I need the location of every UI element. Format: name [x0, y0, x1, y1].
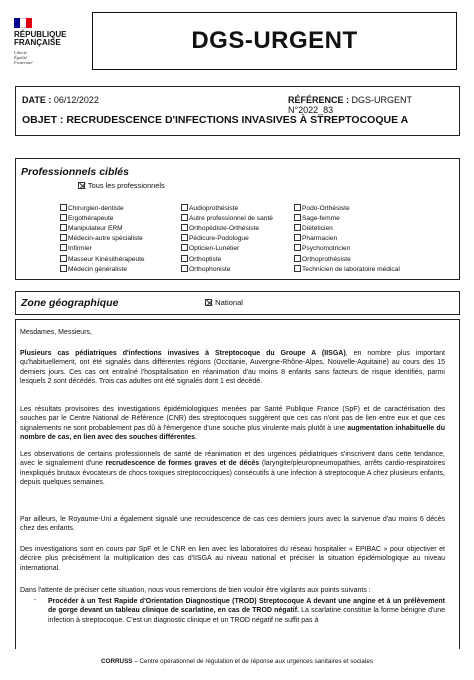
professional-option[interactable] — [294, 265, 400, 273]
tous-professionnels-option[interactable] — [78, 181, 165, 190]
professional-checkbox[interactable] — [60, 214, 67, 221]
professional-label: Infirmier — [68, 245, 92, 253]
greeting: Mesdames, Messieurs, — [20, 329, 92, 336]
footer-text: – Centre opérationnel de régulation et de réponse aux urgences sanitaires et sociales — [132, 658, 373, 665]
professional-option[interactable] — [60, 234, 143, 242]
logo-line-2: FRANÇAISE — [14, 38, 61, 47]
meta-box — [15, 86, 460, 136]
paragraph-2-text: Les résultats provisoires des investigations épidémiologiques menées par Santé Publique France (SpF) et de caractérisation des souches par le Centre National de Référence (CNR) des streptocoques suggèrent que ces cas n'ont pas de lien entre eux et que ces signalements ne sont probablement pas dû à l'émergence d'une souche plus virulente mais plutôt à une — [20, 406, 445, 432]
professional-checkbox[interactable] — [181, 204, 188, 211]
paragraph-3-rest: (laryngite/pleuropneumopathies, arrêts cardio-respiratoires inexpliqués brutaux évocateurs de chocs toxiques streptococciques) consécutifs à une infection à streptocoque A chez plusieurs enfants, depuis quelques semaines. — [20, 460, 445, 487]
professional-option[interactable] — [181, 224, 259, 232]
professional-option[interactable] — [294, 214, 340, 222]
french-flag-icon — [14, 18, 32, 28]
professional-option[interactable] — [181, 255, 221, 263]
professional-checkbox[interactable] — [60, 255, 67, 262]
tous-professionnels-label: Tous les professionnels — [87, 181, 165, 190]
bullet-1 — [48, 597, 445, 625]
professional-label: Chirurgien-dentiste — [68, 205, 124, 212]
professionnels-section — [15, 158, 460, 280]
professional-checkbox[interactable] — [181, 255, 188, 262]
professional-checkbox[interactable] — [294, 255, 301, 262]
paragraph-2-end: . — [195, 434, 198, 442]
bullet-1-bold: Procéder à un Test Rapide d'Orientation Diagnostique (TROD) Streptocoque A devant une angine et à un prélèvement de gorge devant un tableau clinique de scarlatine, en cas de TROD négatif. — [48, 598, 445, 615]
professional-checkbox[interactable] — [181, 224, 188, 231]
page-title: DGS-URGENT — [191, 27, 358, 54]
objet-row — [22, 114, 408, 126]
professional-checkbox[interactable] — [294, 234, 301, 241]
professional-label: Orthoptiste — [189, 255, 222, 263]
logo-motto-2: Égalité — [14, 55, 27, 60]
professional-option[interactable] — [294, 224, 333, 232]
professional-checkbox[interactable] — [181, 214, 188, 221]
professional-label: Manipulateur ERM — [68, 225, 123, 233]
professional-option[interactable] — [60, 265, 127, 273]
professionnels-title: Professionnels ciblés — [21, 166, 129, 178]
date-value: 06/12/2022 — [53, 95, 99, 105]
professional-label: Audioprothésiste — [189, 205, 239, 212]
paragraph-5: Des investigations sont en cours par SpF et le CNR en lien avec les laboratoires du réseau hospitalier « EPIBAC » pour objectiver et décrire plus précisément la multiplication des cas d'IISGA au niveau national et préciser la situation épidémiologique au niveau international. — [20, 546, 445, 572]
professional-label: Médecin généraliste — [68, 265, 128, 273]
professional-option[interactable] — [60, 204, 124, 212]
professional-label: Pharmacien — [302, 235, 338, 243]
professional-label: Diététicien — [302, 225, 333, 233]
paragraph-3-text: Les observations de certains professionnels de santé de réanimation et des urgences pédiatriques s'inscrivent dans cette tendance, avec le signalement d'une — [20, 451, 445, 468]
professional-label: Ergothérapeute — [68, 215, 114, 223]
paragraph-3 — [20, 450, 445, 488]
paragraph-3-bold: recrudescence de formes graves et de décès — [105, 460, 260, 468]
professional-label: Technicien de laboratoire médical — [302, 265, 400, 273]
professional-checkbox[interactable] — [181, 244, 188, 251]
paragraph-6: Dans l'attente de préciser cette situation, nous vous remercions de bien vouloir être vigilants aux points suivants : — [20, 587, 371, 594]
national-checkbox[interactable] — [205, 299, 212, 306]
professional-option[interactable] — [181, 234, 249, 242]
paragraph-1-text: , en nombre plus important qu'habituellement, ont été signalés dans différentes régions (Occitanie, Auvergne-Rhône-Alpes, Nouvelle-Aquitaine) au cours des 15 derniers jours. Ces cas ont entraîné l'hospitalisation en réanimation d'au moins 8 enfants sans facteurs de risque identifiés, parmi lesquels 2 sont décédés. Trois cas adultes ont été signalés dont 1 est décédé. — [20, 350, 446, 386]
professional-checkbox[interactable] — [294, 265, 301, 272]
paragraph-4: Par ailleurs, le Royaume-Uni a également signalé une recrudescence de cas ces derniers jours avec la survenue d'au moins 6 décès chez des enfants. — [20, 516, 445, 533]
professional-option[interactable] — [181, 214, 273, 222]
professional-label: Orthoprothésiste — [302, 255, 351, 263]
paragraph-2 — [20, 405, 445, 443]
professional-label: Pédicure-Podologue — [189, 235, 249, 243]
professional-option[interactable] — [294, 204, 350, 212]
professional-option[interactable] — [60, 214, 113, 222]
professional-checkbox[interactable] — [294, 214, 301, 221]
professional-option[interactable] — [181, 265, 230, 273]
reference-value: DGS-URGENT N°2022_83 — [288, 95, 412, 115]
footer-org: CORRUSS — [101, 658, 133, 665]
reference-label: RÉFÉRENCE : — [288, 95, 350, 105]
logo-motto-1: Liberté — [14, 50, 27, 55]
professional-checkbox[interactable] — [294, 224, 301, 231]
professional-checkbox[interactable] — [181, 265, 188, 272]
paragraph-2-bold: augmentation inhabituelle du nombre de cas, en lien avec des souches différentes — [20, 424, 445, 442]
professional-label: Autre professionnel de santé — [189, 215, 273, 223]
footer — [0, 658, 474, 665]
professional-checkbox[interactable] — [60, 244, 67, 251]
national-label: National — [215, 298, 243, 307]
professional-label: Sage-femme — [302, 215, 340, 223]
professional-label: Psychomotricien — [302, 245, 351, 253]
professional-checkbox[interactable] — [181, 234, 188, 241]
paragraph-1 — [20, 349, 445, 387]
professional-checkbox[interactable] — [294, 244, 301, 251]
professional-label: Opticien-Lunetier — [189, 245, 240, 253]
objet-value: RECRUDESCENCE D'INFECTIONS INVASIVES À STREPTOCOQUE A — [66, 114, 409, 126]
date-row — [22, 95, 99, 105]
professional-label: Orthophoniste — [189, 265, 231, 273]
logo-motto-3: Fraternité — [14, 60, 33, 65]
professional-label: Médecin-autre spécialiste — [68, 235, 143, 243]
title-banner — [92, 12, 457, 70]
paragraph-1-bold: Plusieurs cas pédiatriques d'infections invasives à Streptocoque du Groupe A (IISGA) — [20, 350, 346, 357]
professional-option[interactable] — [181, 204, 238, 212]
logo-line-1: RÉPUBLIQUE — [14, 30, 67, 39]
professional-label: Orthopédiste-Orthésiste — [189, 225, 259, 233]
national-option[interactable] — [205, 298, 243, 307]
professional-checkbox[interactable] — [60, 204, 67, 211]
bullet-marker: - — [34, 597, 37, 604]
professional-option[interactable] — [60, 244, 92, 252]
tous-professionnels-checkbox[interactable] — [78, 182, 85, 189]
zone-section — [15, 291, 460, 315]
professional-label: Masseur Kinésithérapeute — [68, 255, 145, 263]
professional-option[interactable] — [294, 244, 350, 252]
bullet-1-text: La scarlatine constitue la forme bénigne d'une infection à streptocoque. C'est un diagnostic clinique et un TROD négatif ne suffit pas à — [48, 607, 445, 624]
professional-option[interactable] — [60, 255, 145, 263]
professional-checkbox[interactable] — [60, 224, 67, 231]
professional-option[interactable] — [294, 234, 337, 242]
professional-option[interactable] — [294, 255, 351, 263]
objet-label: OBJET : — [22, 114, 64, 126]
reference-row — [288, 95, 459, 115]
zone-title: Zone géographique — [21, 297, 119, 309]
professional-checkbox[interactable] — [60, 265, 67, 272]
professional-checkbox[interactable] — [60, 234, 67, 241]
professional-option[interactable] — [181, 244, 239, 252]
professional-label: Podo-Orthésiste — [302, 205, 350, 212]
date-label: DATE : — [22, 95, 52, 105]
professional-option[interactable] — [60, 224, 123, 232]
republique-francaise-logo — [14, 18, 74, 66]
professional-checkbox[interactable] — [294, 204, 301, 211]
